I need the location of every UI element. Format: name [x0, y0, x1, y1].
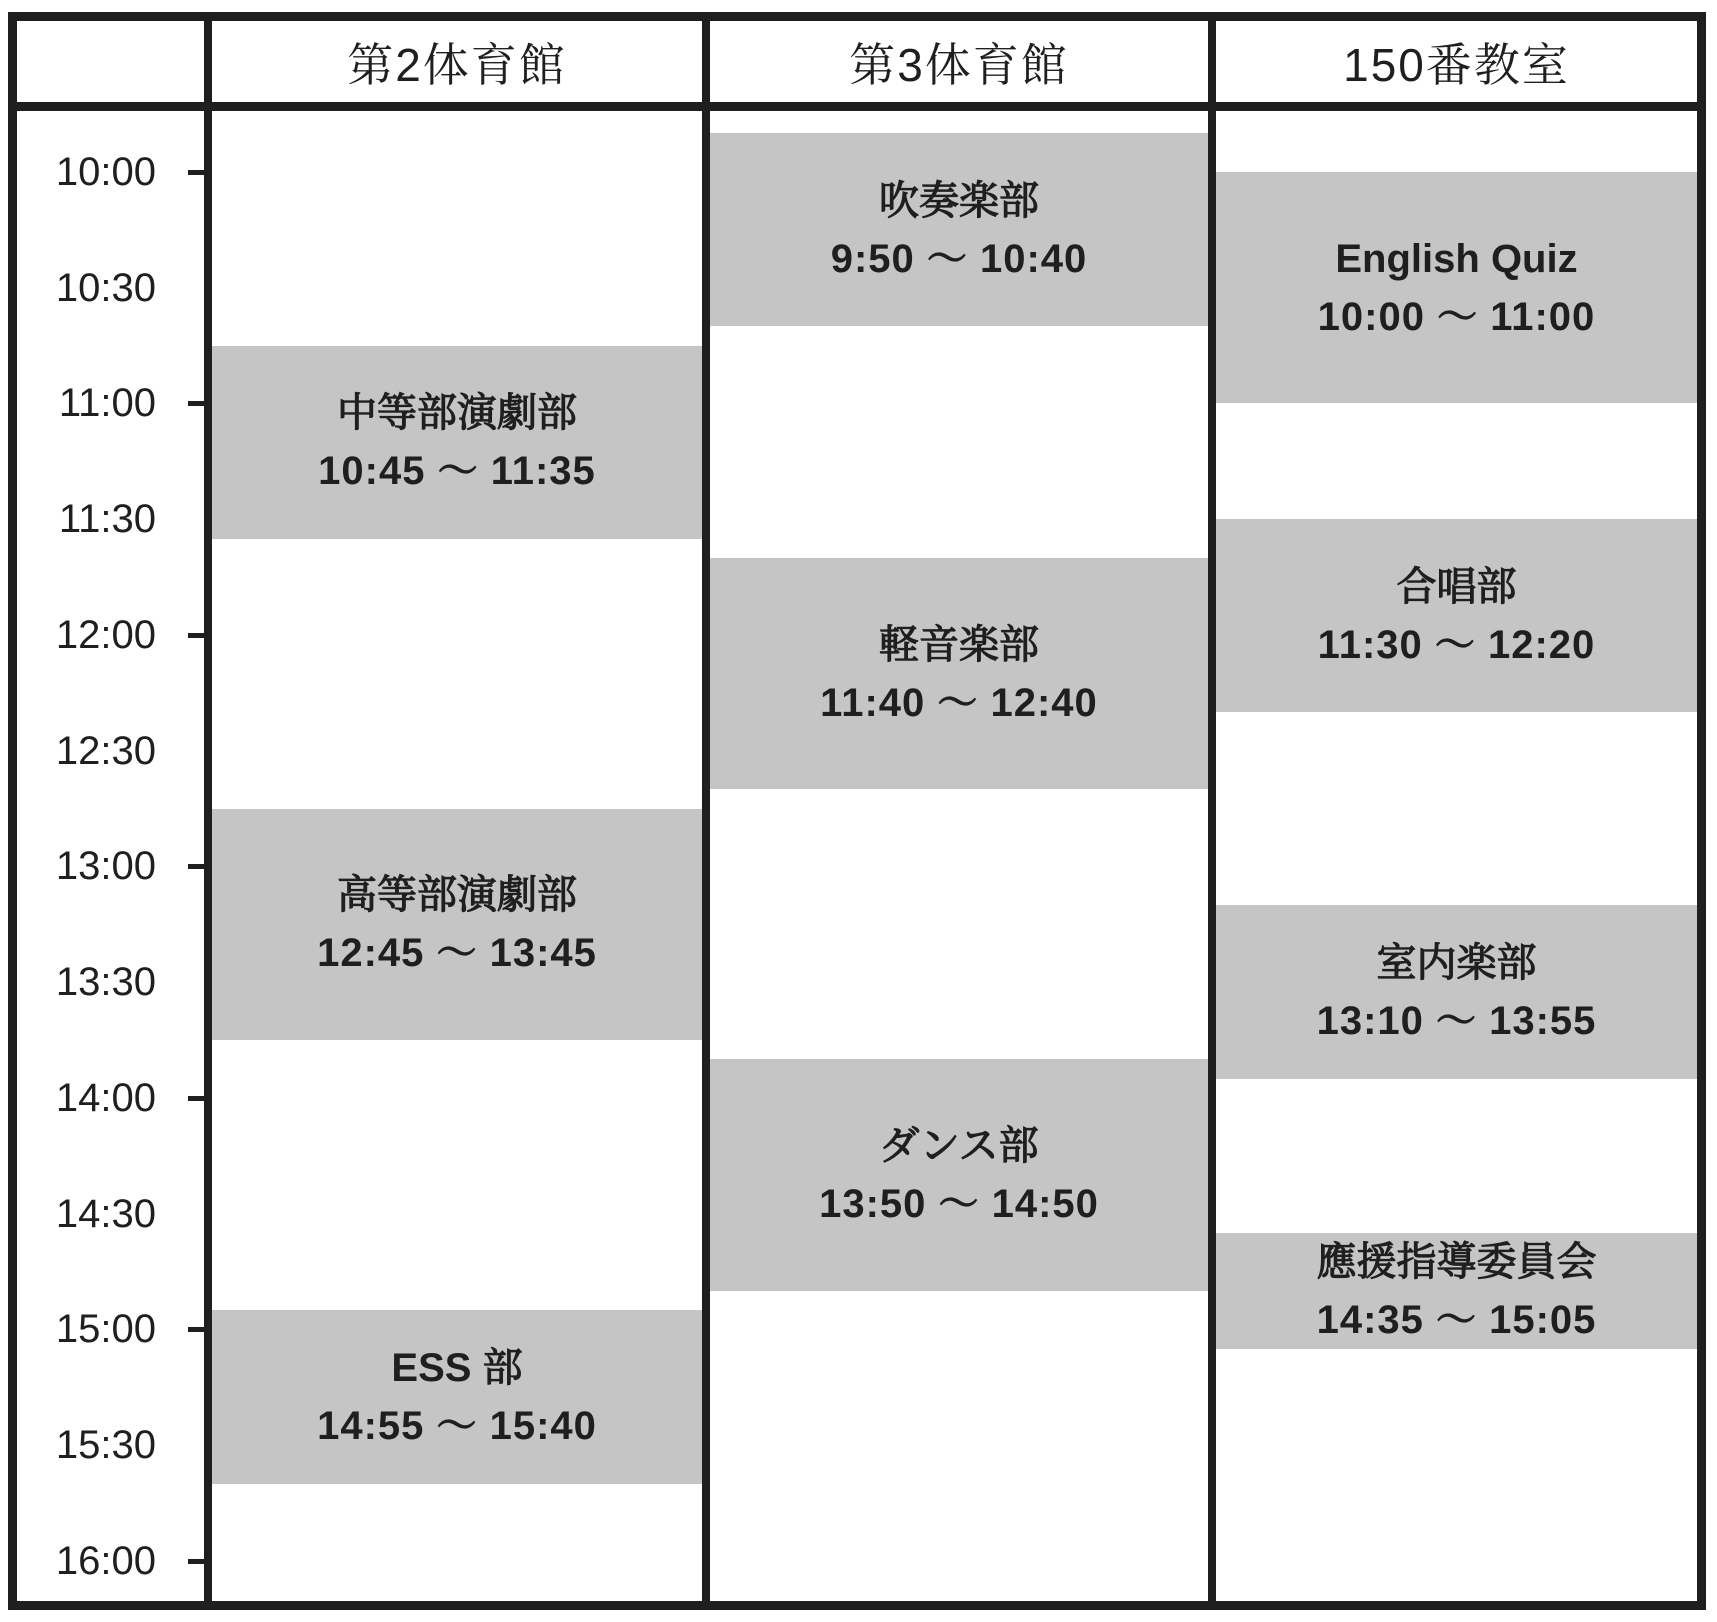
time-label: 10:00: [55, 150, 156, 194]
event-block: [710, 1059, 1208, 1290]
hour-tick: [188, 1096, 205, 1101]
event-time-range: 14:35 ～ 15:05: [1316, 1297, 1597, 1342]
event-time-range: 9:50 ～ 10:40: [830, 236, 1088, 281]
time-label: 16:00: [55, 1538, 156, 1583]
time-label: 10:30: [55, 265, 156, 310]
event-time-range: 10:45 ～ 11:35: [318, 449, 596, 494]
event-time-range: 11:40 ～ 12:40: [820, 680, 1098, 725]
event-time-range: 10:00 ～ 11:00: [1317, 294, 1596, 339]
event-name: 吹奏楽部: [879, 178, 1039, 223]
hour-tick: [188, 633, 205, 638]
event-block: [1216, 1233, 1697, 1349]
event-name: 應援指導委員会: [1316, 1239, 1597, 1284]
time-label: 13:00: [55, 844, 156, 889]
time-label: 11:00: [58, 381, 156, 426]
event-block: [212, 346, 702, 539]
time-label: 12:00: [55, 612, 156, 657]
event-block: [212, 1310, 702, 1484]
time-label: 14:00: [55, 1075, 156, 1120]
header-separator: [17, 102, 1697, 111]
time-label: 14:30: [55, 1191, 156, 1236]
event-name: 軽音楽部: [879, 622, 1039, 667]
event-time-range: 13:10 ～ 13:55: [1316, 998, 1597, 1043]
hour-tick: [188, 170, 205, 175]
column-header: 第2体育館: [347, 38, 567, 91]
event-name: ESS 部: [391, 1345, 523, 1390]
hour-tick: [188, 1327, 205, 1332]
event-time-range: 13:50 ～ 14:50: [819, 1182, 1099, 1227]
time-label: 11:30: [58, 497, 156, 542]
hour-tick: [188, 401, 205, 406]
column-header: 第3体育館: [849, 38, 1069, 91]
event-block: [710, 133, 1208, 326]
time-label: 15:30: [55, 1423, 156, 1468]
column-header: 150番教室: [1343, 38, 1570, 91]
hour-tick: [188, 1559, 205, 1564]
event-name: 合唱部: [1396, 564, 1517, 609]
event-name: ダンス部: [879, 1124, 1039, 1169]
event-name: 室内楽部: [1376, 940, 1537, 985]
time-label: 15:00: [55, 1307, 156, 1352]
event-time-range: 12:45 ～ 13:45: [317, 931, 597, 976]
event-block: [1216, 905, 1697, 1079]
event-time-range: 11:30 ～ 12:20: [1317, 622, 1596, 667]
time-label: 13:30: [55, 960, 156, 1005]
hour-tick: [188, 864, 205, 869]
event-name: 高等部演劇部: [337, 873, 577, 918]
event-time-range: 14:55 ～ 15:40: [317, 1403, 597, 1448]
event-block: [1216, 519, 1697, 712]
event-block: [212, 809, 702, 1040]
column-divider: [204, 21, 212, 1601]
event-block: [710, 558, 1208, 789]
event-name: 中等部演劇部: [337, 391, 577, 436]
column-divider: [1208, 21, 1216, 1601]
event-name: English Quiz: [1335, 236, 1578, 281]
event-block: [1216, 172, 1697, 403]
column-divider: [702, 21, 710, 1601]
time-label: 12:30: [55, 728, 156, 773]
